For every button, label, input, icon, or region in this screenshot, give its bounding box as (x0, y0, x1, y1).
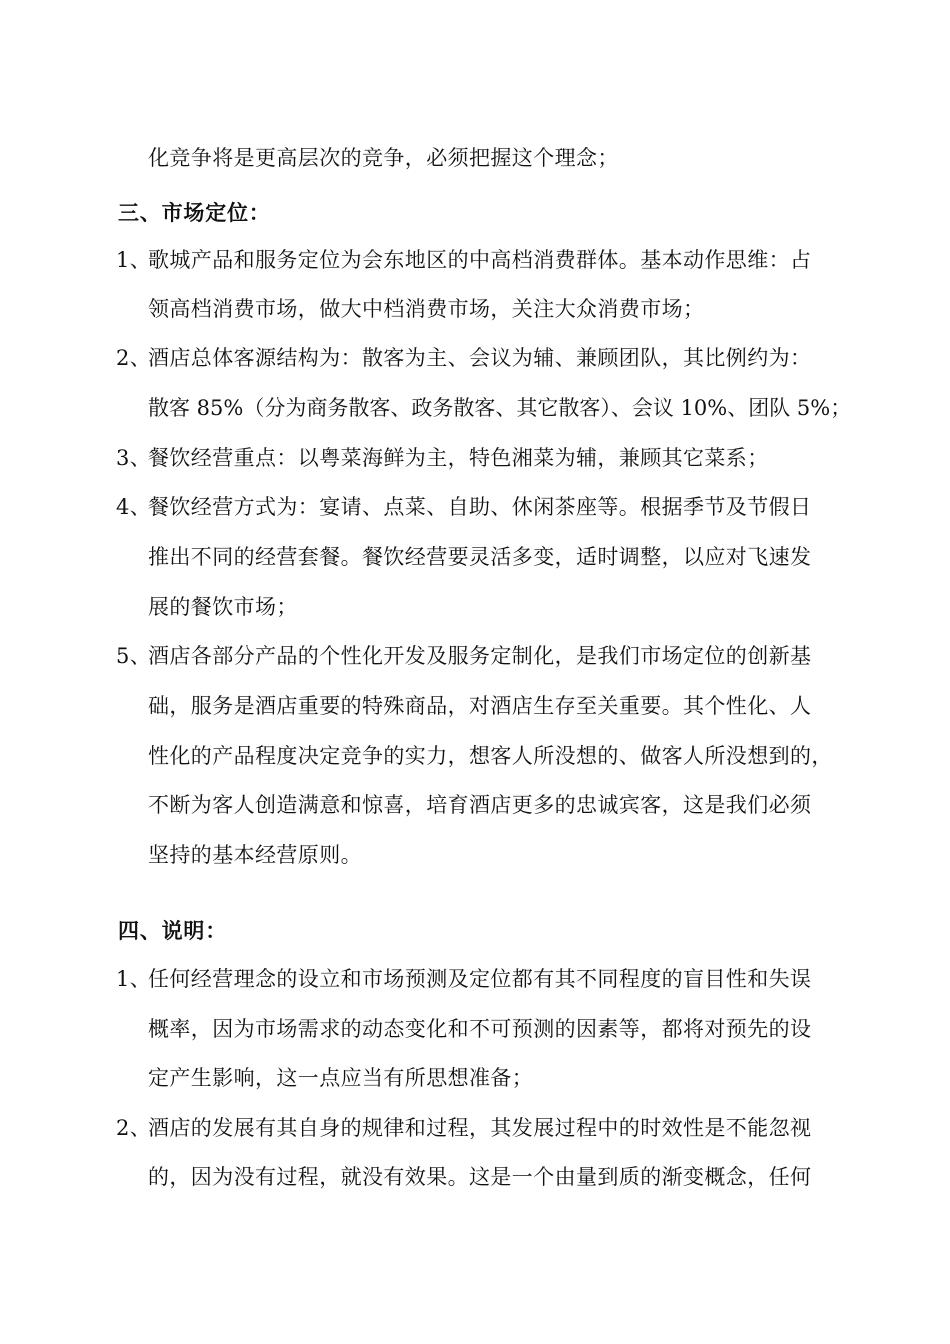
list-item-text: 餐饮经营方式为：宴请、点菜、自助、休闲茶座等。根据季节及节假日 (148, 495, 812, 519)
list-item-text: 概率，因为市场需求的动态变化和不可预测的因素等，都将对预先的设 (148, 1017, 812, 1041)
list-item-number: 5、 (116, 644, 152, 668)
list-item-text: 歌城产品和服务定位为会东地区的中高档消费群体。基本动作思维：占 (148, 248, 812, 272)
list-item-text: 酒店各部分产品的个性化开发及服务定制化，是我们市场定位的创新基 (148, 644, 812, 668)
list-item-text: 础，服务是酒店重要的特殊商品，对酒店生存至关重要。其个性化、人 (148, 694, 812, 718)
list-item-text: 不断为客人创造满意和惊喜，培育酒店更多的忠诚宾客，这是我们必须 (148, 793, 812, 817)
paragraph-continuation: 化竞争将是更高层次的竞争，必须把握这个理念； (148, 146, 619, 170)
list-item-text: 定产生影响，这一点应当有所思想准备； (148, 1066, 534, 1090)
list-item-text: 酒店总体客源结构为：散客为主、会议为辅、兼顾团队，其比例约为： (148, 346, 812, 370)
list-item-text: 推出不同的经营套餐。餐饮经营要灵活多变，适时调整，以应对飞速发 (148, 545, 812, 569)
list-item-text: 散客 85%（分为商务散客、政务散客、其它散客）、会议 10%、团队 5%； (148, 396, 852, 420)
list-item-text: 坚持的基本经营原则。 (148, 843, 362, 867)
section-heading-notes: 四、说明： (118, 919, 227, 943)
list-item-text: 餐饮经营重点：以粤菜海鲜为主，特色湘菜为辅，兼顾其它菜系； (148, 446, 769, 470)
list-item-text: 性化的产品程度决定竞争的实力，想客人所没想的、做客人所没想到的， (148, 744, 833, 768)
list-item-number: 3、 (116, 446, 152, 470)
section-heading-market-positioning: 三、市场定位： (118, 201, 271, 225)
list-item-number: 2、 (116, 346, 152, 370)
list-item-text: 的，因为没有过程，就没有效果。这是一个由量到质的渐变概念，任何 (148, 1165, 812, 1189)
list-item-number: 2、 (116, 1116, 152, 1140)
list-item-text: 展的餐饮市场； (148, 595, 298, 619)
list-item-text: 任何经营理念的设立和市场预测及定位都有其不同程度的盲目性和失误 (148, 967, 812, 991)
list-item-text: 酒店的发展有其自身的规律和过程，其发展过程中的时效性是不能忽视 (148, 1116, 812, 1140)
list-item-text: 领高档消费市场，做大中档消费市场，关注大众消费市场； (148, 297, 705, 321)
list-item-number: 4、 (116, 495, 152, 519)
list-item-number: 1、 (116, 967, 152, 991)
list-item-number: 1、 (116, 248, 152, 272)
